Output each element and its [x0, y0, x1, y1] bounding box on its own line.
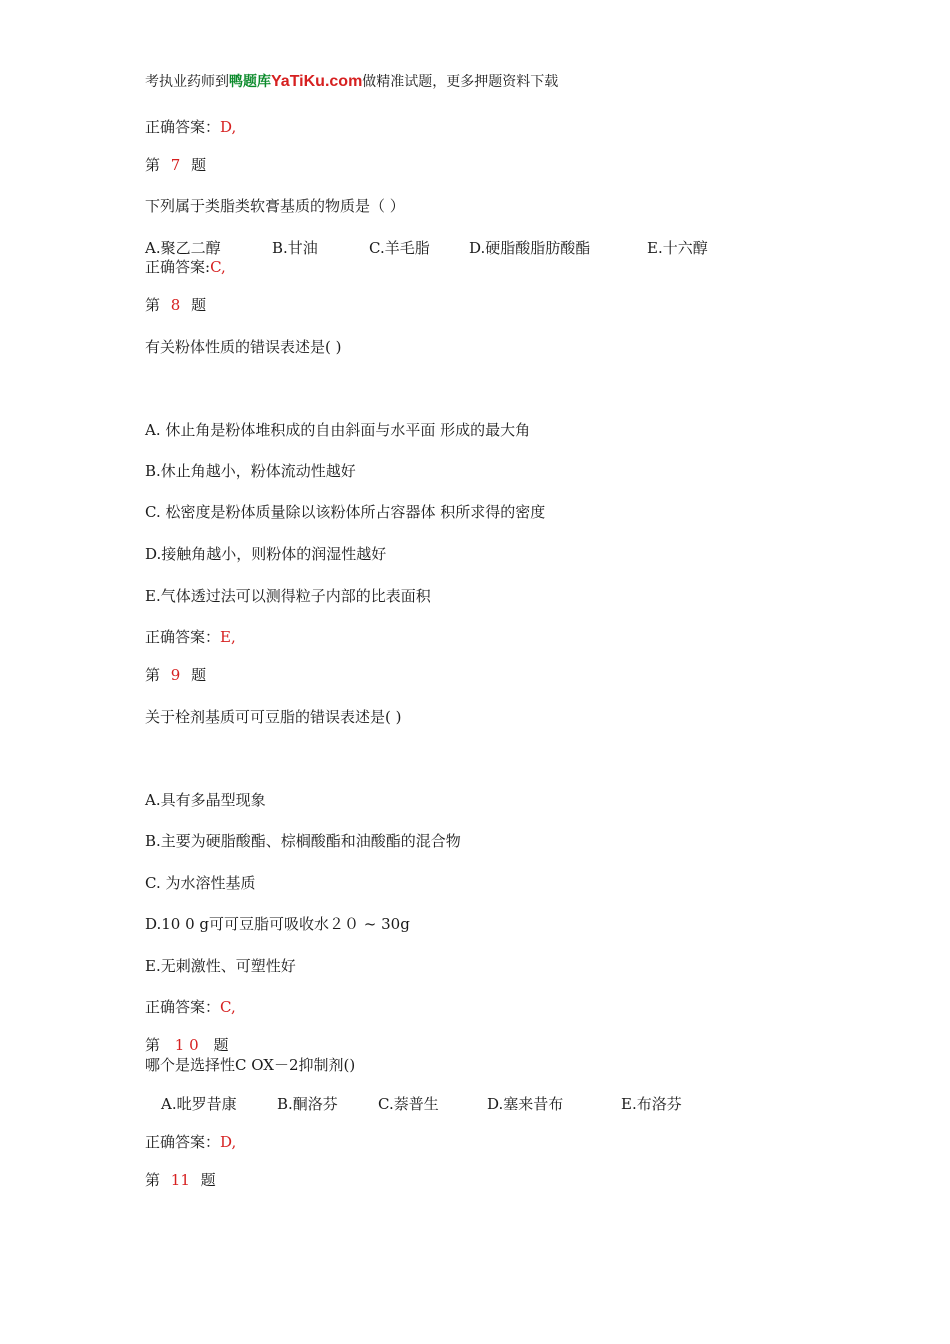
q6-answer: [145, 117, 236, 137]
question-number: 1 0: [174, 1036, 199, 1054]
question-prefix: 第: [145, 666, 161, 684]
q9-option-b: B.主要为硬脂酸酯、棕榈酸酯和油酸酯的混合物: [145, 832, 461, 850]
q8-option-d: D.接触角越小，则粉体的润湿性越好: [145, 545, 387, 563]
answer-label: 正确答案：: [145, 118, 221, 136]
answer-value: E,: [220, 628, 236, 646]
q9-option-c: C. 为水溶性基质: [145, 874, 256, 892]
question-suffix: 题: [200, 1171, 216, 1189]
page-header: [145, 72, 558, 92]
q7-option-c: C.羊毛脂: [369, 239, 430, 257]
q8-heading: [145, 295, 206, 315]
answer-label: 正确答案：: [145, 1133, 221, 1151]
q9-option-e: E.无刺激性、可塑性好: [145, 957, 296, 975]
question-number: 11: [170, 1171, 190, 1189]
answer-value: C,: [220, 998, 236, 1016]
q8-option-a: A. 休止角是粉体堆积成的自由斜面与水平面 形成的最大角: [145, 421, 531, 439]
q8-option-c: C. 松密度是粉体质量除以该粉体所占容器体 积所求得的密度: [145, 503, 546, 521]
question-prefix: 第: [145, 1171, 161, 1189]
q7-answer: [145, 257, 226, 277]
q10-option-b: B.酮洛芬: [277, 1095, 338, 1113]
question-number: 8: [170, 296, 181, 314]
q10-question: 哪个是选择性C OX－2抑制剂(): [145, 1056, 356, 1074]
question-number: 9: [170, 666, 181, 684]
answer-label: 正确答案：: [145, 998, 221, 1016]
q8-question: 有关粉体性质的错误表述是( ): [145, 338, 342, 356]
q7-option-d: D.硬脂酸脂肪酸酯: [469, 239, 591, 257]
site-name-en: YaTiKu.com: [271, 73, 363, 90]
q11-heading: [145, 1170, 216, 1190]
q8-option-e: E.气体透过法可以测得粒子内部的比表面积: [145, 587, 431, 605]
question-prefix: 第: [145, 296, 161, 314]
answer-value: C,: [210, 258, 226, 276]
question-suffix: 题: [191, 156, 207, 174]
q7-option-b: B.甘油: [272, 239, 318, 257]
answer-label: 正确答案：: [145, 628, 221, 646]
question-prefix: 第: [145, 1036, 161, 1054]
answer-value: D,: [220, 1133, 237, 1151]
q9-heading: [145, 665, 206, 685]
answer-label: 正确答案:: [145, 258, 211, 276]
answer-value: D,: [220, 118, 237, 136]
question-prefix: 第: [145, 156, 161, 174]
question-number: 7: [170, 156, 181, 174]
q10-option-e: E.布洛芬: [621, 1095, 682, 1113]
q9-question: 关于栓剂基质可可豆脂的错误表述是( ): [145, 708, 402, 726]
header-prefix: 考执业药师到: [145, 74, 229, 90]
q10-option-c: C.萘普生: [378, 1095, 439, 1113]
q7-option-e: E.十六醇: [647, 239, 708, 257]
q10-option-d: D.塞来昔布: [487, 1095, 564, 1113]
q7-question: 下列属于类脂类软膏基质的物质是（ ）: [145, 197, 405, 215]
site-name-cn: 鸭题库: [229, 74, 271, 90]
q7-option-a: A.聚乙二醇: [145, 239, 221, 257]
q9-option-a: A.具有多晶型现象: [145, 791, 266, 809]
q7-heading: [145, 155, 206, 175]
question-suffix: 题: [213, 1036, 229, 1054]
header-suffix: 做精准试题，更多押题资料下载: [362, 74, 559, 90]
q10-answer: [145, 1132, 236, 1152]
q9-answer: [145, 997, 236, 1017]
q9-option-d: D.10 0 g可可豆脂可吸收水２０ ~ 30g: [145, 915, 410, 933]
q8-option-b: B.休止角越小，粉体流动性越好: [145, 462, 356, 480]
question-suffix: 题: [191, 666, 207, 684]
q10-option-a: A.吡罗昔康: [161, 1095, 237, 1113]
q10-heading: [145, 1035, 228, 1055]
question-suffix: 题: [191, 296, 207, 314]
q8-answer: [145, 627, 236, 647]
